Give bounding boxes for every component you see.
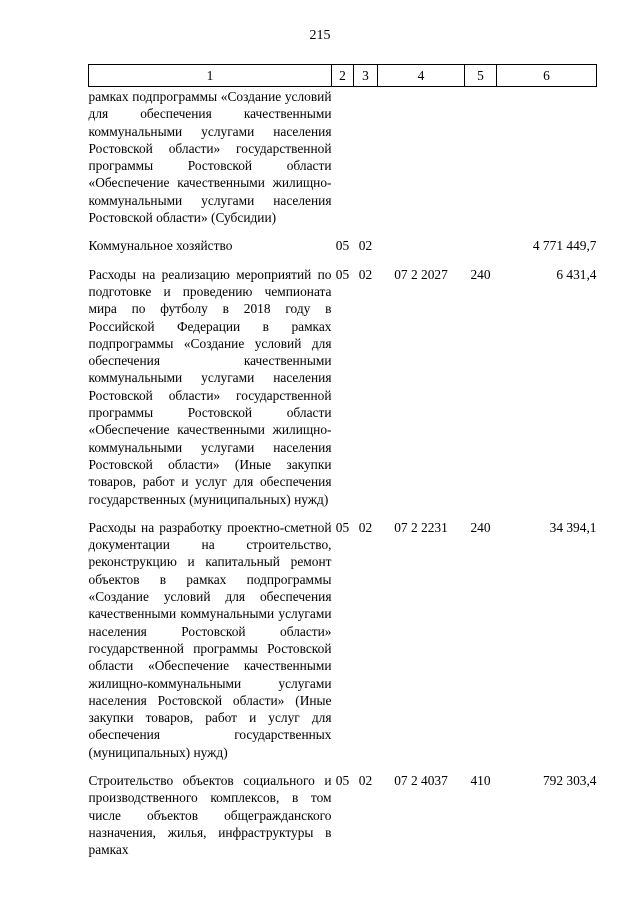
row-expense-type: 240 [470,266,491,282]
header-col-2: 2 [332,65,354,87]
table-row [89,761,597,858]
header-col-3: 3 [354,65,378,87]
row-expense-type: 240 [470,519,491,535]
row-target-article: 07 2 2027 [394,266,448,282]
row-target-article: 07 2 2231 [394,519,448,535]
table-row [89,508,597,761]
row-subsection [354,87,378,227]
header-col-1: 1 [89,65,332,87]
row-section: 05 [335,266,350,282]
header-col-6: 6 [497,65,597,87]
table-row [89,87,597,227]
row-amount: 4 771 449,7 [532,238,597,254]
row-amount: 6 431,4 [556,266,597,282]
page-number: 215 [309,28,331,43]
header-col-5: 5 [465,65,497,87]
row-description: Коммунальное хозяйство [88,238,233,254]
row-section [332,87,354,227]
table-row [89,255,597,508]
row-description: Строительство объектов социального и производственного комплексов, в том числе объектов общегражданского назначения, жилья, инфраструктуры в рамках [88,772,332,858]
table-header-row [89,65,597,87]
header-col-4: 4 [378,65,465,87]
row-section: 05 [335,519,350,535]
row-subsection: 02 [358,772,373,788]
row-section: 05 [335,238,350,254]
table-row [89,226,597,254]
row-target-article: 07 2 4037 [394,772,448,788]
row-description: Расходы на реализацию мероприятий по подготовке и проведению чемпионата мира по футболу в 2018 году в Российской Федерации в рамках подпрограммы «Создание условий для обеспечения качественными коммунальными услугами населения Ростовской области» государственной программы Ростовской области «Обеспечение качественными жилищно-коммунальными услугами населения Ростовской области» (Иные закупки товаров, работ и услуг для обеспечения государственных (муниципальных) нужд) [88,266,332,507]
row-subsection: 02 [358,238,373,254]
row-expense-type [465,87,497,227]
row-target-article [378,87,465,227]
row-target-article [378,226,465,254]
row-expense-type [465,226,497,254]
row-description: Расходы на разработку проектно-сметной документации на строительство, реконструкцию и капитальный ремонт объектов в рамках подпрограммы «Создание условий для обеспечения качественными коммунальными услугами населения Ростовской области» государственной программы Ростовской области «Обеспечение качественными жилищно-коммунальными услугами населения Ростовской области» (Иные закупки товаров, работ и услуг для обеспечения государственных (муниципальных) нужд) [88,519,332,760]
row-expense-type: 410 [470,772,491,788]
row-subsection: 02 [358,519,373,535]
budget-table [88,64,597,858]
row-amount: 792 303,4 [542,772,597,788]
row-subsection: 02 [358,266,373,282]
row-amount: 34 394,1 [549,519,597,535]
row-amount [497,87,597,227]
row-description: рамках подпрограммы «Создание условий для обеспечения качественными коммунальными услугами населения Ростовской области» государственной программы Ростовской области «Обеспечение качественными жилищно-коммунальными услугами населения Ростовской области» (Субсидии) [88,89,332,226]
row-section: 05 [335,772,350,788]
